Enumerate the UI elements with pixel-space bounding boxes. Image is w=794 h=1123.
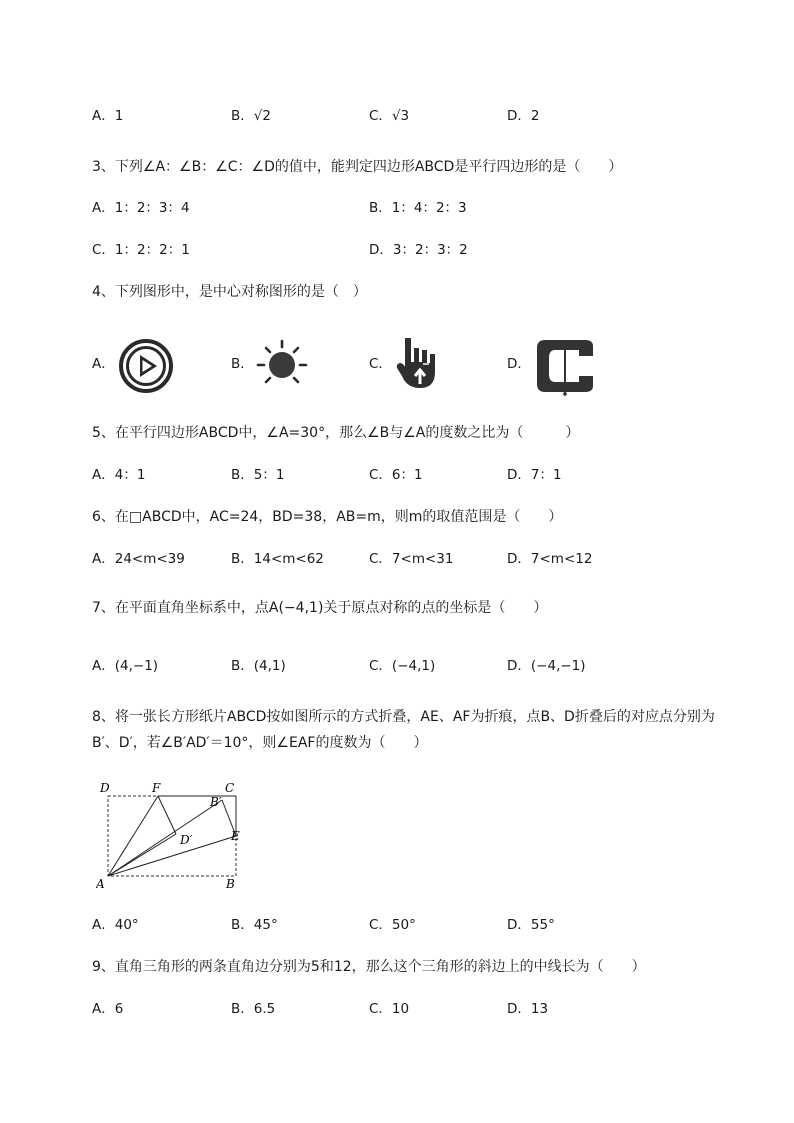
q8-stem-line1: 8、将一张长方形纸片ABCD按如图所示的方式折叠，AE、AF为折痕，点B、D折叠后的对应点分别为 <box>92 709 715 725</box>
q3-option-c: C．1：2：2：1 <box>92 242 190 258</box>
hand-icon <box>393 332 453 392</box>
q2-option-d: D．2 <box>507 108 540 124</box>
label-e: E <box>231 829 240 843</box>
q3-option-b: B．1：4：2：3 <box>369 200 467 216</box>
q9-stem: 9、直角三角形的两条直角边分别为5和12，那么这个三角形的斜边上的中线长为（ ） <box>92 959 646 975</box>
q5-option-d: D．7：1 <box>507 467 562 483</box>
label-d-prime: D′ <box>180 833 193 847</box>
q7-stem: 7、在平面直角坐标系中，点A(−4,1)关于原点对称的点的坐标是（ ） <box>92 600 548 616</box>
label-d: D <box>100 781 110 795</box>
label-f: F <box>152 781 161 795</box>
q6-option-c: C．7<m<31 <box>369 551 454 567</box>
q7-option-c: C．(−4,1) <box>369 658 436 674</box>
q3-option-d: D．3：2：3：2 <box>369 242 468 258</box>
q8-option-a: A．40° <box>92 917 139 933</box>
q8-option-b: B．45° <box>231 917 278 933</box>
label-c: C <box>225 781 235 795</box>
q5-option-c: C．6：1 <box>369 467 423 483</box>
label-b: B <box>226 877 235 891</box>
sun-icon <box>254 337 310 393</box>
segment-fd-prime <box>158 796 176 834</box>
q4-option-a-label: A． <box>92 356 115 372</box>
q3-stem: 3、下列∠A：∠B：∠C：∠D的值中，能判定四边形ABCD是平行四边形的是（ ） <box>92 159 623 175</box>
q7-option-b: B．(4,1) <box>231 658 286 674</box>
play-circle-icon <box>118 338 174 394</box>
q8-option-c: C．50° <box>369 917 416 933</box>
q4-option-b-label: B． <box>231 356 254 372</box>
q6-option-d: D．7<m<12 <box>507 551 593 567</box>
q4-stem: 4、下列图形中，是中心对称图形的是（ ） <box>92 284 367 300</box>
q6-stem: 6、在□ABCD中，AC=24，BD=38，AB=m，则m的取值范围是（ ） <box>92 509 563 525</box>
crease-af <box>108 796 158 876</box>
q2-option-c: C．√3 <box>369 108 410 124</box>
q8-stem-line2: B′、D′，若∠B′AD′＝10°，则∠EAF的度数为（ ） <box>92 735 428 751</box>
q5-option-a: A．4：1 <box>92 467 146 483</box>
q5-option-b: B．5：1 <box>231 467 285 483</box>
q9-option-b: B．6.5 <box>231 1001 276 1017</box>
q7-option-a: A．(4,−1) <box>92 658 159 674</box>
q5-stem: 5、在平行四边形ABCD中，∠A=30°，那么∠B与∠A的度数之比为（ ） <box>92 425 580 441</box>
crease-ae <box>108 836 236 876</box>
q6-option-b: B．14<m<62 <box>231 551 324 567</box>
clip-c-icon <box>533 336 597 396</box>
q4-option-c-label: C． <box>369 356 392 372</box>
label-a: A <box>96 877 105 891</box>
q8-option-d: D．55° <box>507 917 555 933</box>
q7-option-d: D．(−4,−1) <box>507 658 586 674</box>
q6-option-a: A．24<m<39 <box>92 551 185 567</box>
q9-option-a: A．6 <box>92 1001 124 1017</box>
label-b-prime: B′ <box>210 795 222 809</box>
q9-option-d: D．13 <box>507 1001 549 1017</box>
q2-option-b: B．√2 <box>231 108 271 124</box>
q9-option-c: C．10 <box>369 1001 410 1017</box>
q2-option-a: A．1 <box>92 108 124 124</box>
q3-option-a: A．1：2：3：4 <box>92 200 190 216</box>
folded-rectangle-figure <box>96 776 256 892</box>
q4-option-d-label: D． <box>507 356 531 372</box>
